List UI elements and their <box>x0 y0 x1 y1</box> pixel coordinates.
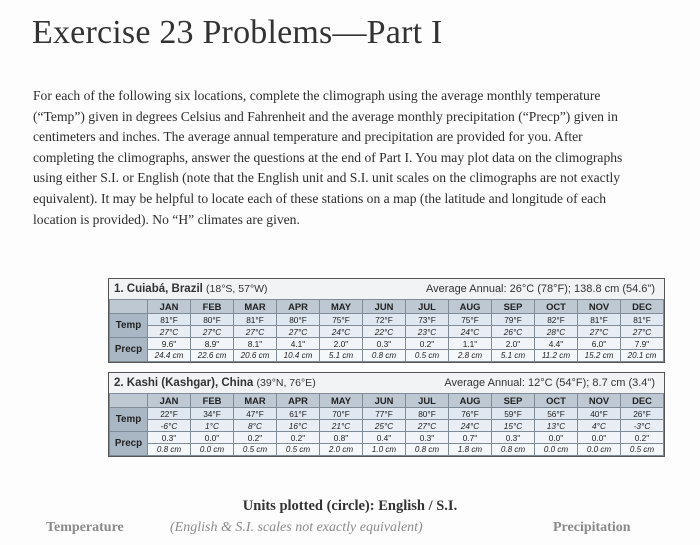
value-cell-temp-f: 22°F <box>148 408 191 420</box>
value-cell-precp-in: 0.0" <box>578 432 621 444</box>
month-header: JUL <box>406 300 449 314</box>
value-cell-precp-in: 9.6" <box>148 338 191 350</box>
value-cell-temp-f: 34°F <box>191 408 234 420</box>
value-cell-precp-in: 0.3" <box>363 338 406 350</box>
value-cell-precp-in: 2.0" <box>320 338 363 350</box>
instructions-paragraph <box>33 86 673 230</box>
value-cell-temp-c: 22°C <box>363 326 406 338</box>
value-cell-precp-in: 4.4" <box>535 338 578 350</box>
value-cell-temp-f: 75°F <box>449 314 492 326</box>
value-cell-temp-f: 79°F <box>492 314 535 326</box>
value-cell-precp-in: 2.0" <box>492 338 535 350</box>
station-name-text: 1. Cuiabá, Brazil <box>114 283 203 295</box>
value-cell-temp-c: 21°C <box>320 420 363 432</box>
value-cell-precp-cm: 0.0 cm <box>578 444 621 456</box>
month-header: FEB <box>191 300 234 314</box>
month-header: APR <box>277 394 320 408</box>
month-header: SEP <box>492 394 535 408</box>
value-cell-temp-f: 81°F <box>578 314 621 326</box>
row-label-precp: Precp <box>110 432 148 456</box>
corner-cell <box>110 300 148 314</box>
value-cell-temp-c: 24°C <box>449 420 492 432</box>
value-cell-precp-in: 0.3" <box>492 432 535 444</box>
month-header: JAN <box>148 394 191 408</box>
instruction-line: (“Temp”) given in degrees Celsius and Fahrenheit and the average monthly precipitation (“Precp”) given in <box>33 108 618 124</box>
value-cell-precp-cm: 1.0 cm <box>363 444 406 456</box>
month-header: JUL <box>406 394 449 408</box>
row-label-temp: Temp <box>110 314 148 338</box>
value-cell-precp-cm: 20.6 cm <box>234 350 277 362</box>
month-header: JAN <box>148 300 191 314</box>
station-header <box>109 373 664 393</box>
instruction-line: For each of the following six locations, complete the climograph using the average monthly temperature <box>33 88 601 103</box>
value-cell-precp-in: 8.1" <box>234 338 277 350</box>
value-cell-temp-f: 70°F <box>320 408 363 420</box>
month-header: NOV <box>578 394 621 408</box>
month-header: DEC <box>621 300 664 314</box>
value-cell-temp-c: 27°C <box>621 326 664 338</box>
instruction-line: centimeters and inches. The average annual temperature and precipitation are provided for you. After <box>33 129 583 145</box>
value-cell-temp-c: 8°C <box>234 420 277 432</box>
value-cell-temp-f: 80°F <box>191 314 234 326</box>
corner-cell <box>110 394 148 408</box>
value-cell-temp-f: 80°F <box>406 408 449 420</box>
scale-note: (English & S.I. scales not exactly equivalent) <box>170 520 423 535</box>
value-cell-precp-cm: 0.8 cm <box>492 444 535 456</box>
value-cell-precp-cm: 0.5 cm <box>406 350 449 362</box>
month-header: NOV <box>578 300 621 314</box>
value-cell-precp-cm: 2.0 cm <box>320 444 363 456</box>
value-cell-precp-cm: 0.5 cm <box>621 444 664 456</box>
value-cell-precp-cm: 0.0 cm <box>535 444 578 456</box>
station-table-kashi <box>108 372 665 457</box>
value-cell-temp-f: 81°F <box>621 314 664 326</box>
station-annual-average: Average Annual: 12°C (54°F); 8.7 cm (3.4") <box>444 377 655 389</box>
month-header: AUG <box>449 394 492 408</box>
value-cell-precp-in: 0.8" <box>320 432 363 444</box>
value-cell-temp-f: 40°F <box>578 408 621 420</box>
value-cell-precp-cm: 0.0 cm <box>191 444 234 456</box>
station-coordinates: (18°S, 57°W) <box>206 283 268 295</box>
instruction-line: using either S.I. or English (note that the English unit and S.I. unit scales on the climographs are not exactly <box>33 170 621 186</box>
value-cell-precp-cm: 0.5 cm <box>277 444 320 456</box>
value-cell-precp-in: 7.9" <box>621 338 664 350</box>
value-cell-precp-cm: 0.8 cm <box>363 350 406 362</box>
value-cell-temp-f: 56°F <box>535 408 578 420</box>
value-cell-temp-c: 27°C <box>578 326 621 338</box>
climate-data-table <box>109 299 664 362</box>
value-cell-temp-f: 61°F <box>277 408 320 420</box>
value-cell-temp-f: 47°F <box>234 408 277 420</box>
month-header: OCT <box>535 300 578 314</box>
value-cell-precp-in: 0.2" <box>406 338 449 350</box>
climate-data-table <box>109 393 664 456</box>
value-cell-temp-c: -3°C <box>621 420 664 432</box>
instruction-line: equivalent). It may be helpful to locate each of these stations on a map (the latitude and longitude of each <box>33 190 607 206</box>
value-cell-temp-c: 25°C <box>363 420 406 432</box>
row-label-temp: Temp <box>110 408 148 432</box>
month-header: MAY <box>320 394 363 408</box>
value-cell-temp-f: 80°F <box>277 314 320 326</box>
station-name <box>114 377 316 389</box>
value-cell-temp-f: 72°F <box>363 314 406 326</box>
value-cell-precp-in: 0.3" <box>406 432 449 444</box>
value-cell-temp-c: 28°C <box>535 326 578 338</box>
value-cell-precp-in: 0.4" <box>363 432 406 444</box>
instruction-line: completing the climographs, answer the questions at the end of Part I. You may plot data on the climographs <box>33 149 623 165</box>
value-cell-temp-f: 73°F <box>406 314 449 326</box>
precipitation-axis-label: Precipitation <box>553 520 631 535</box>
value-cell-precp-cm: 20.1 cm <box>621 350 664 362</box>
value-cell-precp-cm: 10.4 cm <box>277 350 320 362</box>
month-header: DEC <box>621 394 664 408</box>
value-cell-temp-c: 27°C <box>406 420 449 432</box>
value-cell-precp-in: 0.3" <box>148 432 191 444</box>
value-cell-temp-c: 27°C <box>191 326 234 338</box>
value-cell-temp-f: 81°F <box>148 314 191 326</box>
instruction-line: location is provided). No “H” climates are given. <box>33 211 300 227</box>
month-header: MAR <box>234 300 277 314</box>
value-cell-precp-in: 0.2" <box>621 432 664 444</box>
month-header: APR <box>277 300 320 314</box>
value-cell-precp-cm: 0.5 cm <box>234 444 277 456</box>
value-cell-precp-in: 0.0" <box>191 432 234 444</box>
value-cell-temp-c: 23°C <box>406 326 449 338</box>
month-header: MAY <box>320 300 363 314</box>
month-header: JUN <box>363 300 406 314</box>
value-cell-temp-c: 4°C <box>578 420 621 432</box>
month-header: AUG <box>449 300 492 314</box>
value-cell-temp-c: 16°C <box>277 420 320 432</box>
value-cell-temp-f: 82°F <box>535 314 578 326</box>
value-cell-temp-c: 24°C <box>449 326 492 338</box>
value-cell-precp-cm: 0.8 cm <box>148 444 191 456</box>
value-cell-temp-f: 81°F <box>234 314 277 326</box>
value-cell-temp-c: 1°C <box>191 420 234 432</box>
value-cell-temp-c: 26°C <box>492 326 535 338</box>
month-header: FEB <box>191 394 234 408</box>
value-cell-temp-c: 27°C <box>234 326 277 338</box>
value-cell-precp-in: 0.7" <box>449 432 492 444</box>
value-cell-precp-cm: 5.1 cm <box>492 350 535 362</box>
value-cell-precp-cm: 5.1 cm <box>320 350 363 362</box>
value-cell-precp-in: 4.1" <box>277 338 320 350</box>
value-cell-temp-c: -6°C <box>148 420 191 432</box>
value-cell-temp-c: 24°C <box>320 326 363 338</box>
row-label-precp: Precp <box>110 338 148 362</box>
value-cell-precp-in: 0.0" <box>535 432 578 444</box>
station-annual-average: Average Annual: 26°C (78°F); 138.8 cm (54.6") <box>426 283 655 295</box>
station-name <box>114 283 268 295</box>
value-cell-temp-f: 75°F <box>320 314 363 326</box>
value-cell-temp-c: 13°C <box>535 420 578 432</box>
month-header: SEP <box>492 300 535 314</box>
climograph-header-row <box>0 518 700 542</box>
value-cell-temp-c: 27°C <box>148 326 191 338</box>
temperature-axis-label: Temperature <box>46 520 124 535</box>
value-cell-precp-cm: 24.4 cm <box>148 350 191 362</box>
value-cell-precp-in: 1.1" <box>449 338 492 350</box>
value-cell-precp-cm: 1.8 cm <box>449 444 492 456</box>
value-cell-precp-in: 8.9" <box>191 338 234 350</box>
value-cell-precp-cm: 2.8 cm <box>449 350 492 362</box>
month-header: OCT <box>535 394 578 408</box>
value-cell-temp-c: 15°C <box>492 420 535 432</box>
page-title: Exercise 23 Problems—Part I <box>32 14 443 51</box>
value-cell-precp-in: 6.0" <box>578 338 621 350</box>
value-cell-temp-f: 77°F <box>363 408 406 420</box>
value-cell-precp-in: 0.2" <box>234 432 277 444</box>
value-cell-precp-cm: 15.2 cm <box>578 350 621 362</box>
value-cell-temp-f: 26°F <box>621 408 664 420</box>
value-cell-precp-cm: 11.2 cm <box>535 350 578 362</box>
month-header: MAR <box>234 394 277 408</box>
station-header <box>109 279 664 299</box>
station-coordinates: (39°N, 76°E) <box>256 377 316 389</box>
value-cell-temp-f: 76°F <box>449 408 492 420</box>
month-header: JUN <box>363 394 406 408</box>
value-cell-temp-f: 59°F <box>492 408 535 420</box>
station-name-text: 2. Kashi (Kashgar), China <box>114 377 254 389</box>
value-cell-precp-in: 0.2" <box>277 432 320 444</box>
value-cell-temp-c: 27°C <box>277 326 320 338</box>
station-table-cuiaba <box>108 278 665 363</box>
value-cell-precp-cm: 22.6 cm <box>191 350 234 362</box>
units-plotted-line: Units plotted (circle): English / S.I. <box>242 498 458 514</box>
value-cell-precp-cm: 0.8 cm <box>406 444 449 456</box>
